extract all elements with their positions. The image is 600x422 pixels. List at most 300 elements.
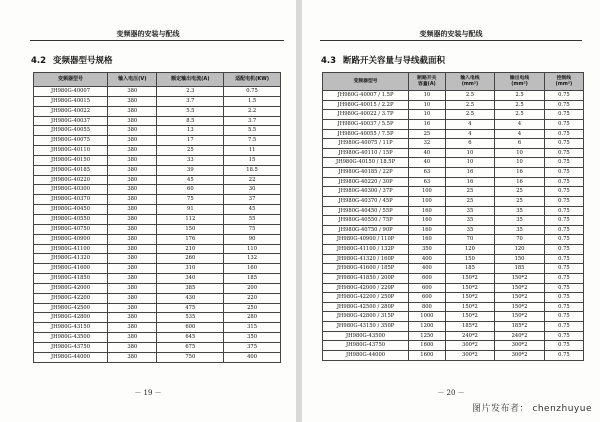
table-row xyxy=(34,274,281,284)
table-cell: 0.75 xyxy=(544,254,583,264)
table-cell: 35 xyxy=(445,225,495,235)
table-row xyxy=(323,110,584,120)
table-cell: JH980G-40185 / 22P xyxy=(323,168,409,178)
table-cell: 120 xyxy=(495,245,545,255)
table-cell: JH980G-40150 / 18.5P xyxy=(323,158,409,168)
table-cell: 0.75 xyxy=(544,91,583,101)
table-cell: 315 xyxy=(224,323,281,333)
table-cell: 10 xyxy=(495,148,545,158)
table-cell: 25 xyxy=(495,187,545,197)
table-cell: JH980G-40900 xyxy=(34,234,108,244)
table-cell: 0.75 xyxy=(544,206,583,216)
table-cell: 3.7 xyxy=(157,96,224,106)
table-cell: JH980G-41320 / 160P xyxy=(323,254,409,264)
table-cell: 15 xyxy=(224,155,281,165)
page-number: － 20 － xyxy=(437,389,465,397)
table-cell: JH980G-42500 / 280P xyxy=(323,302,409,312)
table-cell: 380 xyxy=(108,155,157,165)
table-row xyxy=(323,158,584,168)
table-cell: 375 xyxy=(224,342,281,352)
table-row xyxy=(323,245,584,255)
table-cell: 300*2 xyxy=(445,341,495,351)
table-cell: 150*2 xyxy=(495,273,545,283)
table-cell: 40 xyxy=(409,158,446,168)
table-cell: 100 xyxy=(409,187,446,197)
table-cell: 380 xyxy=(108,323,157,333)
table-cell: 380 xyxy=(108,342,157,352)
right-page xyxy=(302,0,600,422)
table-cell: 150*2 xyxy=(445,273,495,283)
table-cell: 1600 xyxy=(409,350,446,360)
table-row xyxy=(323,302,584,312)
table-row xyxy=(323,322,584,332)
left-page xyxy=(0,0,296,422)
table-cell: 4 xyxy=(495,129,545,139)
table-cell: 380 xyxy=(108,116,157,126)
table-cell: 600 xyxy=(409,293,446,303)
table-cell: JH980G-40007 xyxy=(34,87,108,97)
table-cell: 40 xyxy=(409,148,446,158)
table-cell: JH980G-40055 / 7.5P xyxy=(323,129,409,139)
table-cell: 75 xyxy=(224,224,281,234)
table-cell: 430 xyxy=(157,293,224,303)
table-row xyxy=(34,96,281,106)
table-cell: 380 xyxy=(108,106,157,116)
table-cell: 645 xyxy=(157,333,224,343)
table-cell: JH980G-40550 / 75P xyxy=(323,216,409,226)
table-cell: 63 xyxy=(409,177,446,187)
breaker-wire-table xyxy=(322,72,584,361)
table-cell: 10 xyxy=(445,158,495,168)
table-cell: JH980G-44000 xyxy=(323,350,409,360)
table-cell: 380 xyxy=(108,234,157,244)
table-cell: 2.5 xyxy=(495,100,545,110)
table-cell: 0.75 xyxy=(544,322,583,332)
table-cell: 25 xyxy=(445,196,495,206)
table-row xyxy=(34,352,281,362)
table-cell: JH980G-42800 xyxy=(34,313,108,323)
table-cell: 535 xyxy=(157,313,224,323)
table-cell: 2.5 xyxy=(495,91,545,101)
table-cell: 112 xyxy=(157,214,224,224)
table-cell: JH980G-44000 xyxy=(34,352,108,362)
table-cell: 35 xyxy=(445,216,495,226)
table-cell: 11 xyxy=(224,146,281,156)
table-cell: 350 xyxy=(409,245,446,255)
table-cell: JH980G-40075 xyxy=(34,136,108,146)
table-cell: JH980G-41320 xyxy=(34,254,108,264)
table-row xyxy=(34,342,281,352)
table-cell: JH980G-40150 xyxy=(34,155,108,165)
table-cell: JH980G-40185 xyxy=(34,165,108,175)
table-cell: 380 xyxy=(108,126,157,136)
table-row xyxy=(34,165,281,175)
table-cell: 160 xyxy=(224,264,281,274)
table-row xyxy=(34,155,281,165)
table-cell: 4 xyxy=(445,119,495,129)
table-cell: 2.5 xyxy=(445,110,495,120)
table-row xyxy=(323,139,584,149)
table-row xyxy=(34,254,281,264)
table-row xyxy=(34,214,281,224)
model-spec-table xyxy=(33,72,281,363)
table-row xyxy=(34,244,281,254)
table-row xyxy=(323,148,584,158)
table-cell: 150 xyxy=(495,254,545,264)
table-cell: 340 xyxy=(157,274,224,284)
table-cell: 75 xyxy=(157,195,224,205)
table-row xyxy=(323,119,584,129)
table-cell: 0.75 xyxy=(544,264,583,274)
table-cell: 4 xyxy=(445,129,495,139)
table-cell: 0.75 xyxy=(544,187,583,197)
table-cell: 400 xyxy=(224,352,281,362)
table-cell: JH980G-40220 / 30P xyxy=(323,177,409,187)
table-cell: 0.75 xyxy=(544,235,583,245)
section-number: 4.3 xyxy=(321,56,337,66)
table-row xyxy=(34,313,281,323)
table-cell: JH980G-40015 xyxy=(34,96,108,106)
table-row xyxy=(34,323,281,333)
table-row xyxy=(323,350,584,360)
table-cell: 6 xyxy=(445,139,495,149)
table-cell: 0.75 xyxy=(544,148,583,158)
table-row xyxy=(34,333,281,343)
table-row xyxy=(323,177,584,187)
table-cell: JH980G-40450 / 55P xyxy=(323,206,409,216)
table-cell: 0.75 xyxy=(544,168,583,178)
table-cell: 0.75 xyxy=(544,302,583,312)
table-cell: JH980G-40220 xyxy=(34,175,108,185)
table-cell: 110 xyxy=(224,244,281,254)
table-cell: 176 xyxy=(157,234,224,244)
table-cell: 2.5 xyxy=(445,100,495,110)
table-cell: 8.5 xyxy=(157,116,224,126)
table-cell: JH980G-40015 / 2.2P xyxy=(323,100,409,110)
table-cell: JH980G-43750 xyxy=(323,341,409,351)
table-cell: JH980G-40550 xyxy=(34,214,108,224)
table-row xyxy=(323,254,584,264)
table-cell: 3.7 xyxy=(224,116,281,126)
table-cell: 90 xyxy=(224,234,281,244)
column-header: 输入电线 (mm²) xyxy=(445,73,495,91)
table-cell: 30 xyxy=(224,185,281,195)
table-cell: JH980G-41850 / 200P xyxy=(323,273,409,283)
table-cell: 63 xyxy=(409,168,446,178)
table-cell: 185*2 xyxy=(495,322,545,332)
table-cell: 45 xyxy=(157,175,224,185)
table-cell: 185 xyxy=(445,264,495,274)
table-cell: 240*2 xyxy=(495,331,545,341)
table-cell: 16 xyxy=(495,168,545,178)
table-row xyxy=(34,106,281,116)
table-row xyxy=(323,129,584,139)
table-cell: 150 xyxy=(445,254,495,264)
table-cell: 35 xyxy=(495,206,545,216)
table-row xyxy=(323,206,584,216)
table-cell: JH980G-41600 xyxy=(34,264,108,274)
table-cell: JH980G-42200 xyxy=(34,293,108,303)
table-row xyxy=(323,196,584,206)
table-cell: 380 xyxy=(108,264,157,274)
table-cell: 18.5 xyxy=(224,165,281,175)
table-cell: 380 xyxy=(108,333,157,343)
table-cell: 100 xyxy=(409,196,446,206)
table-cell: JH980G-42800 / 315P xyxy=(323,312,409,322)
table-row xyxy=(34,175,281,185)
table-cell: 10 xyxy=(445,148,495,158)
table-cell: JH980G-43750 xyxy=(34,342,108,352)
column-header: 控制线 (mm²) xyxy=(544,73,583,91)
table-cell: 260 xyxy=(157,254,224,264)
table-cell: 10 xyxy=(409,91,446,101)
table-cell: 380 xyxy=(108,352,157,362)
table-cell: 2.5 xyxy=(495,110,545,120)
table-cell: 25 xyxy=(445,187,495,197)
table-cell: 37 xyxy=(224,195,281,205)
table-cell: 25 xyxy=(495,196,545,206)
table-row xyxy=(34,116,281,126)
table-cell: 10 xyxy=(409,110,446,120)
table-cell: 0.75 xyxy=(224,87,281,97)
table-cell: 150*2 xyxy=(445,312,495,322)
table-row xyxy=(323,293,584,303)
table-cell: 0.75 xyxy=(544,225,583,235)
table-cell: 45 xyxy=(224,205,281,215)
table-row xyxy=(34,146,281,156)
table-cell: 380 xyxy=(108,224,157,234)
table-row xyxy=(323,187,584,197)
table-row xyxy=(323,312,584,322)
table-cell: JH980G-40037 xyxy=(34,116,108,126)
table-cell: JH980G-43500 xyxy=(323,331,409,341)
table-cell: 310 xyxy=(157,264,224,274)
table-row xyxy=(34,195,281,205)
table-row xyxy=(323,283,584,293)
table-cell: 55 xyxy=(224,214,281,224)
table-cell: 91 xyxy=(157,205,224,215)
table-cell: 2.5 xyxy=(445,91,495,101)
watermark-text: 图片发布者： chenzhuyue xyxy=(472,404,592,414)
table-row xyxy=(34,293,281,303)
table-cell: JH980G-40370 xyxy=(34,195,108,205)
table-cell: 6 xyxy=(495,139,545,149)
table-cell: 380 xyxy=(108,214,157,224)
table-cell: 380 xyxy=(108,254,157,264)
table-cell: 0.75 xyxy=(544,129,583,139)
column-header: 额定输出电流(A) xyxy=(157,73,224,87)
table-cell: JH980G-40750 xyxy=(34,224,108,234)
table-cell: 675 xyxy=(157,342,224,352)
table-cell: 380 xyxy=(108,175,157,185)
table-cell: 0.75 xyxy=(544,312,583,322)
section-number: 4.2 xyxy=(31,56,47,66)
table-cell: 210 xyxy=(157,244,224,254)
table-row xyxy=(34,234,281,244)
table-cell: 70 xyxy=(495,235,545,245)
table-cell: 0.75 xyxy=(544,139,583,149)
table-cell: JH980G-40037 / 5.5P xyxy=(323,119,409,129)
table-cell: JH980G-43150 xyxy=(34,323,108,333)
section-heading xyxy=(31,54,113,66)
table-cell: 16 xyxy=(409,119,446,129)
table-cell: 380 xyxy=(108,96,157,106)
table-cell: 10 xyxy=(409,100,446,110)
table-cell: 240*2 xyxy=(445,331,495,341)
table-cell: 600 xyxy=(409,273,446,283)
table-cell: 7.5 xyxy=(224,136,281,146)
table-row xyxy=(34,303,281,313)
table-cell: 160 xyxy=(409,216,446,226)
table-cell: JH980G-40055 xyxy=(34,126,108,136)
table-row xyxy=(34,283,281,293)
table-cell: 0.75 xyxy=(544,119,583,129)
table-cell: JH980G-40075 / 11P xyxy=(323,139,409,149)
table-cell: 132 xyxy=(224,254,281,264)
table-cell: 300*2 xyxy=(495,350,545,360)
table-row xyxy=(323,91,584,101)
table-row xyxy=(323,264,584,274)
header-rule xyxy=(320,40,582,41)
table-row xyxy=(323,225,584,235)
table-cell: 70 xyxy=(445,235,495,245)
column-header: 断路开关 容量(A) xyxy=(409,73,446,91)
table-cell: 380 xyxy=(108,146,157,156)
table-cell: 300*2 xyxy=(495,341,545,351)
table-cell: JH980G-40110 / 15P xyxy=(323,148,409,158)
table-cell: 380 xyxy=(108,303,157,313)
table-cell: 380 xyxy=(108,293,157,303)
table-cell: 39 xyxy=(157,165,224,175)
table-cell: 150*2 xyxy=(445,283,495,293)
table-cell: 350 xyxy=(224,333,281,343)
table-row xyxy=(323,168,584,178)
table-cell: 16 xyxy=(445,168,495,178)
table-cell: 380 xyxy=(108,165,157,175)
table-row xyxy=(34,185,281,195)
table-cell: JH980G-40022 / 3.7P xyxy=(323,110,409,120)
table-cell: 380 xyxy=(108,87,157,97)
table-cell: JH980G-42200 / 250P xyxy=(323,293,409,303)
table-cell: 33 xyxy=(157,155,224,165)
table-cell: 380 xyxy=(108,195,157,205)
table-row xyxy=(34,87,281,97)
table-cell: 0.75 xyxy=(544,177,583,187)
table-cell: 35 xyxy=(445,206,495,216)
table-cell: 13 xyxy=(157,126,224,136)
table-cell: 220 xyxy=(224,293,281,303)
table-cell: 25 xyxy=(409,129,446,139)
table-cell: 280 xyxy=(224,313,281,323)
table-cell: 250 xyxy=(224,303,281,313)
table-cell: 300*2 xyxy=(445,350,495,360)
column-header: 变频器型号 xyxy=(34,73,108,87)
table-cell: 0.75 xyxy=(544,196,583,206)
table-cell: 380 xyxy=(108,274,157,284)
table-cell: 0.75 xyxy=(544,245,583,255)
table-cell: 475 xyxy=(157,303,224,313)
table-cell: 200 xyxy=(224,283,281,293)
column-header: 输入电压(V) xyxy=(108,73,157,87)
table-cell: 2.2 xyxy=(224,106,281,116)
table-cell: 5.5 xyxy=(224,126,281,136)
table-cell: JH980G-40300 xyxy=(34,185,108,195)
table-cell: 160 xyxy=(409,235,446,245)
table-cell: 2.3 xyxy=(157,87,224,97)
table-cell: 35 xyxy=(495,225,545,235)
table-cell: 380 xyxy=(108,244,157,254)
table-row xyxy=(34,136,281,146)
table-cell: 5.5 xyxy=(157,106,224,116)
table-row xyxy=(34,205,281,215)
table-cell: JH980G-40110 xyxy=(34,146,108,156)
table-cell: JH980G-41600 / 185P xyxy=(323,264,409,274)
table-cell: 1250 xyxy=(409,331,446,341)
table-cell: 60 xyxy=(157,185,224,195)
table-cell: 185*2 xyxy=(445,322,495,332)
table-cell: 185 xyxy=(495,264,545,274)
table-cell: JH980G-41100 xyxy=(34,244,108,254)
running-header: 变频器的安装与配线 xyxy=(116,30,180,38)
table-cell: JH980G-40750 / 90P xyxy=(323,225,409,235)
table-cell: 120 xyxy=(445,245,495,255)
table-cell: 10 xyxy=(495,158,545,168)
table-cell: 160 xyxy=(409,225,446,235)
section-title: 断路开关容量与导线截面积 xyxy=(343,56,446,66)
header-rule xyxy=(30,40,284,41)
table-cell: 0.75 xyxy=(544,216,583,226)
table-row xyxy=(323,331,584,341)
table-cell: 380 xyxy=(108,313,157,323)
table-cell: 0.75 xyxy=(544,110,583,120)
table-cell: 380 xyxy=(108,205,157,215)
table-cell: 400 xyxy=(409,254,446,264)
section-title: 变频器型号规格 xyxy=(53,56,113,66)
table-cell: JH980G-40007 / 1.5P xyxy=(323,91,409,101)
table-cell: 17 xyxy=(157,136,224,146)
table-cell: 32 xyxy=(409,139,446,149)
table-row xyxy=(34,224,281,234)
table-row xyxy=(323,273,584,283)
table-cell: 0.75 xyxy=(544,341,583,351)
table-cell: 150*2 xyxy=(495,302,545,312)
table-cell: 0.75 xyxy=(544,158,583,168)
table-cell: 385 xyxy=(157,283,224,293)
column-header: 输出电线 (mm²) xyxy=(495,73,545,91)
table-cell: JH980G-40022 xyxy=(34,106,108,116)
table-cell: JH980G-40450 xyxy=(34,205,108,215)
running-header: 变频器的安装与配线 xyxy=(419,30,483,38)
table-cell: JH980G-40900 / 110P xyxy=(323,235,409,245)
table-cell: 380 xyxy=(108,136,157,146)
table-cell: 150*2 xyxy=(445,293,495,303)
table-cell: JH980G-42000 xyxy=(34,283,108,293)
table-cell: JH980G-43500 xyxy=(34,333,108,343)
table-cell: 150*2 xyxy=(495,312,545,322)
table-cell: 1200 xyxy=(409,322,446,332)
table-cell: 150*2 xyxy=(445,302,495,312)
table-cell: 1600 xyxy=(409,341,446,351)
page-number: － 19 － xyxy=(134,389,162,397)
table-cell: JH980G-40300 / 37P xyxy=(323,187,409,197)
table-cell: 0.75 xyxy=(544,273,583,283)
table-row xyxy=(323,216,584,226)
table-cell: 22 xyxy=(224,175,281,185)
table-cell: 185 xyxy=(224,274,281,284)
table-cell: 16 xyxy=(445,177,495,187)
table-cell: 1.5 xyxy=(224,96,281,106)
table-cell: 750 xyxy=(157,352,224,362)
